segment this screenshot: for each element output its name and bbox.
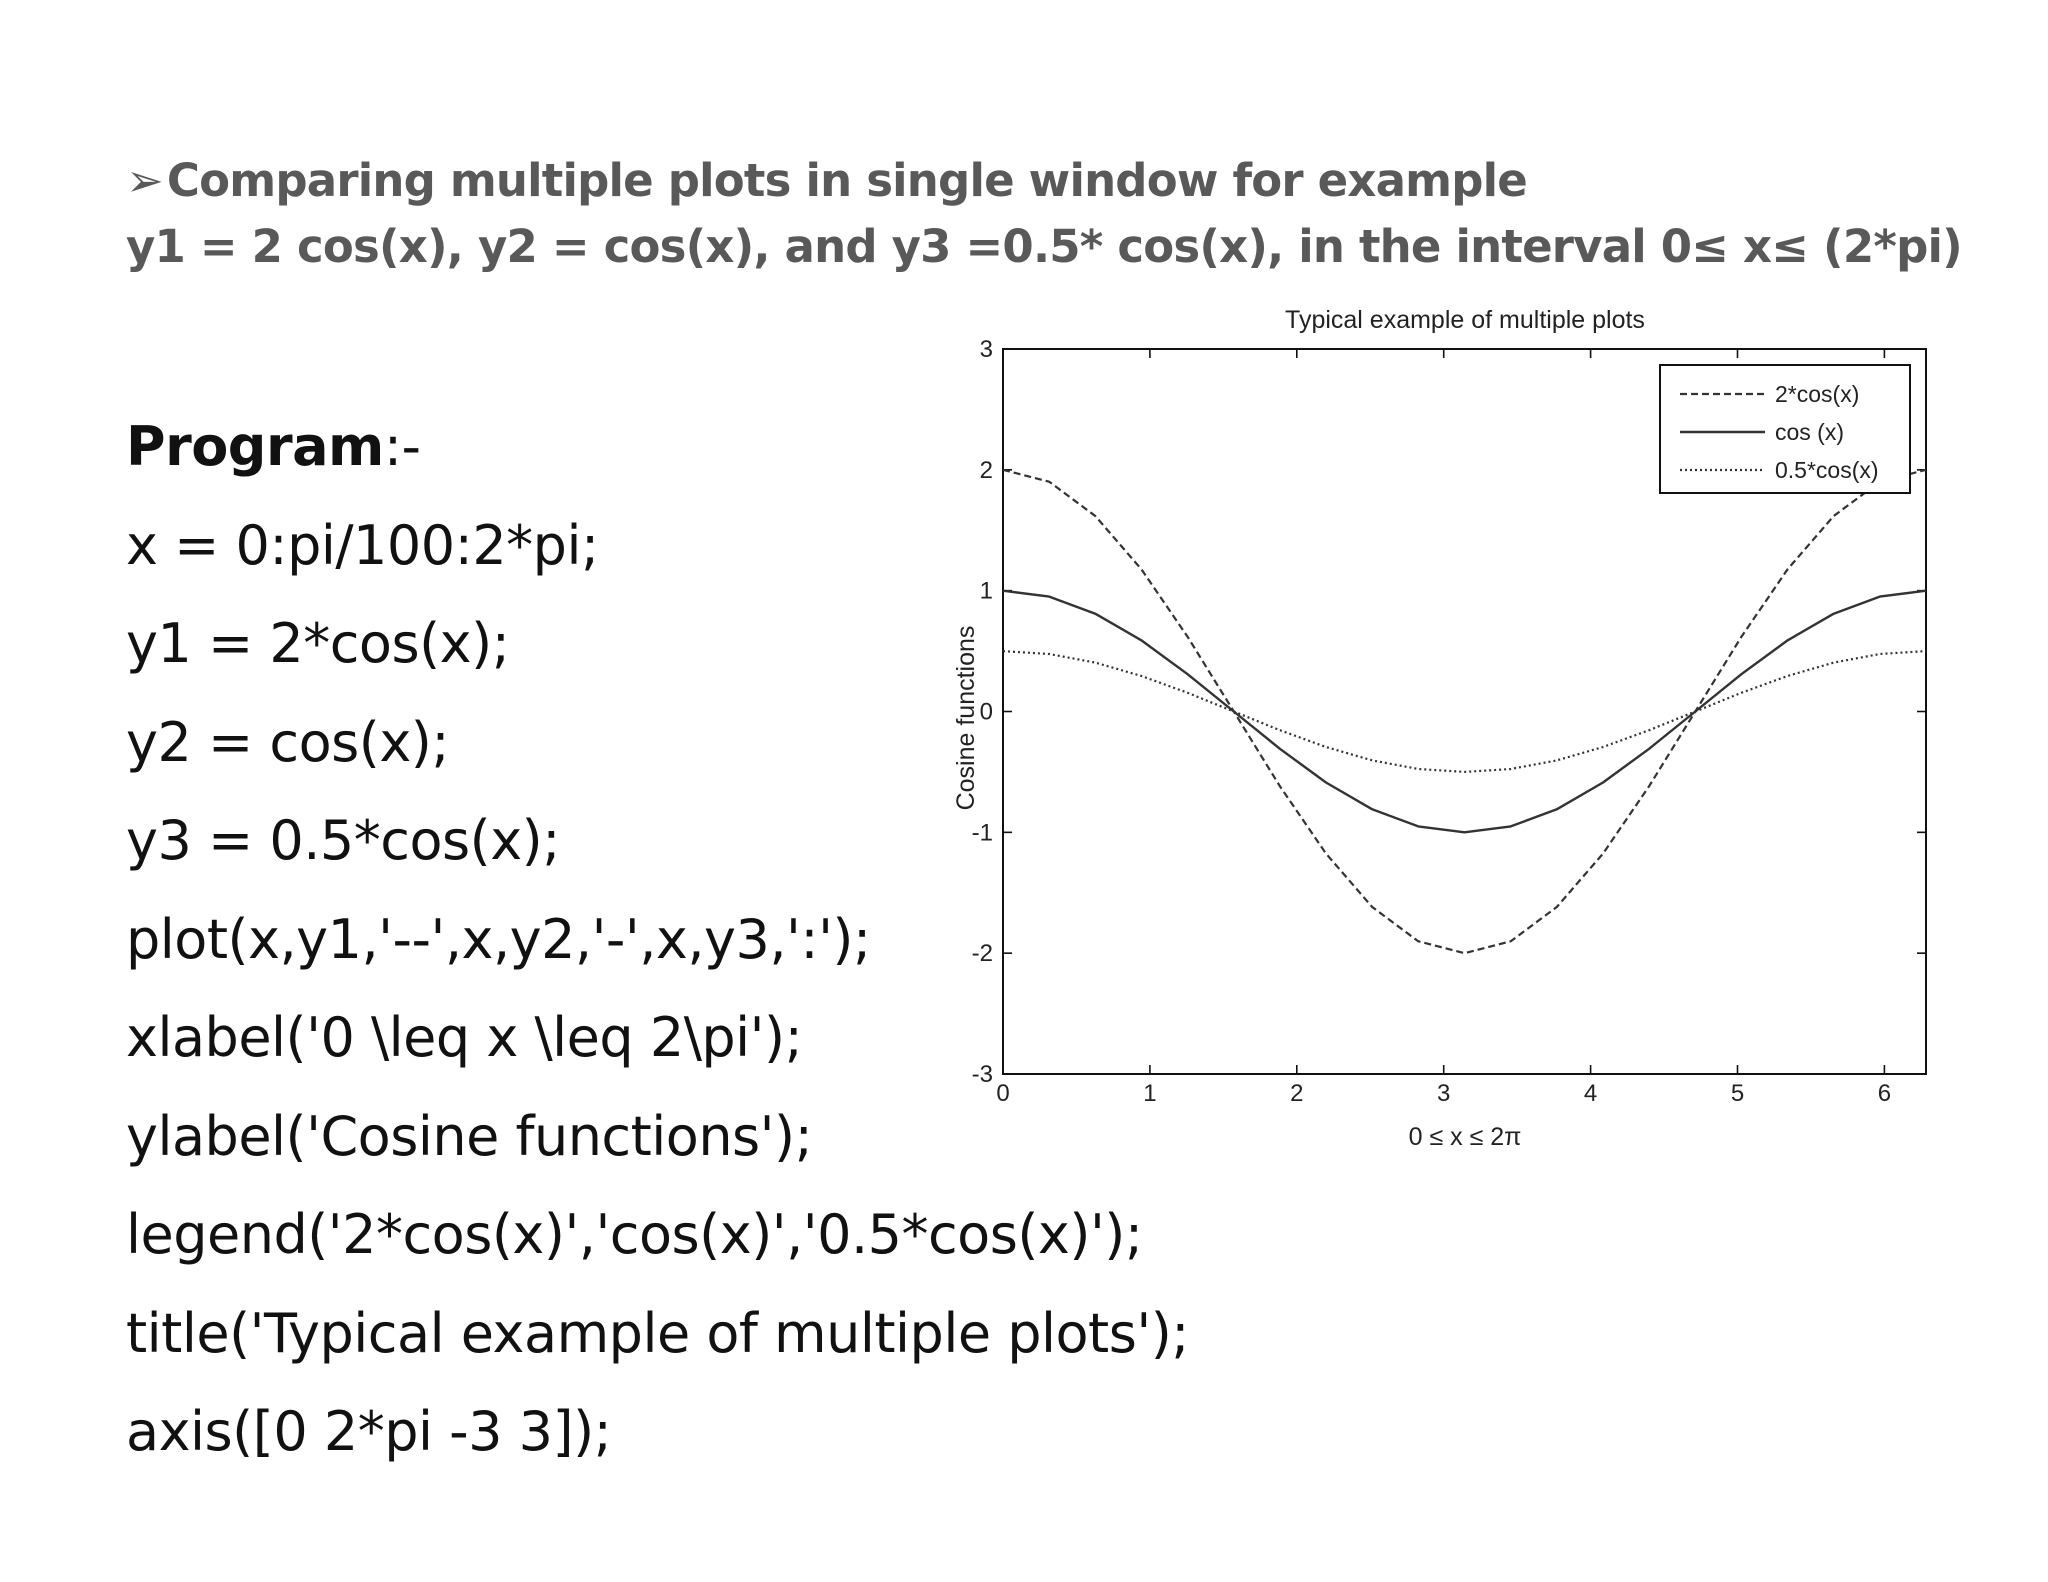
heading-text: Comparing multiple plots in single window for example [166, 154, 1527, 207]
x-tick-label: 5 [1730, 1080, 1745, 1107]
chart-title: Typical example of multiple plots [1285, 306, 1645, 334]
y-tick-label: -2 [971, 940, 993, 968]
y-tick-label: -3 [971, 1061, 993, 1088]
code-line: legend('2*cos(x)','cos(x)','0.5*cos(x)'); [126, 1203, 1143, 1266]
legend-entry: cos (x) [1775, 419, 1844, 445]
x-axis-label: 0 ≤ x ≤ 2π [1408, 1123, 1522, 1151]
code-line: x = 0:pi/100:2*pi; [126, 513, 599, 577]
series-line-2 [1003, 591, 1926, 833]
code-line: y2 = cos(x); [126, 710, 450, 774]
y-axis-label: Cosine functions [952, 625, 980, 811]
cosine-chart [900, 290, 1980, 1190]
code-line: axis([0 2*pi -3 3]); [126, 1400, 612, 1463]
y-tick-label: 2 [979, 456, 993, 484]
y-tick-label: 0 [979, 698, 993, 726]
x-tick-label: 3 [1437, 1080, 1451, 1107]
x-tick-label: 2 [1290, 1080, 1304, 1107]
code-line: plot(x,y1,'--',x,y2,'-',x,y3,':'); [126, 907, 871, 971]
program-label: Program [126, 415, 384, 478]
plot-area [972, 336, 1926, 1107]
series-line-3 [1003, 651, 1926, 772]
y-tick-label: -1 [971, 819, 993, 847]
legend-entry: 2*cos(x) [1775, 381, 1860, 407]
heading-line-1 [126, 148, 2026, 214]
y-tick-label: 1 [979, 577, 993, 605]
x-tick-label: 0 [996, 1080, 1010, 1107]
x-tick-label: 1 [1143, 1080, 1157, 1107]
code-line: ylabel('Cosine functions'); [126, 1104, 813, 1168]
code-line: y1 = 2*cos(x); [126, 612, 510, 675]
slide-heading [126, 148, 2026, 280]
legend-entry: 0.5*cos(x) [1775, 457, 1879, 483]
arrow-bullet-icon: ➢ [126, 154, 163, 207]
heading-line-2: y1 = 2 cos(x), y2 = cos(x), and y3 =0.5* cos(x), in the interval 0≤ x≤ (2*pi) [126, 220, 1962, 273]
x-tick-label: 4 [1583, 1080, 1598, 1107]
y-tick-label: 3 [979, 336, 993, 363]
x-tick-label: 6 [1877, 1080, 1892, 1107]
code-line: xlabel('0 \leq x \leq 2\pi'); [126, 1006, 803, 1069]
series-line-1 [1003, 470, 1926, 953]
code-line: title('Typical example of multiple plots'); [126, 1301, 1189, 1365]
program-suffix: :- [383, 415, 421, 478]
code-line: y3 = 0.5*cos(x); [126, 809, 560, 872]
